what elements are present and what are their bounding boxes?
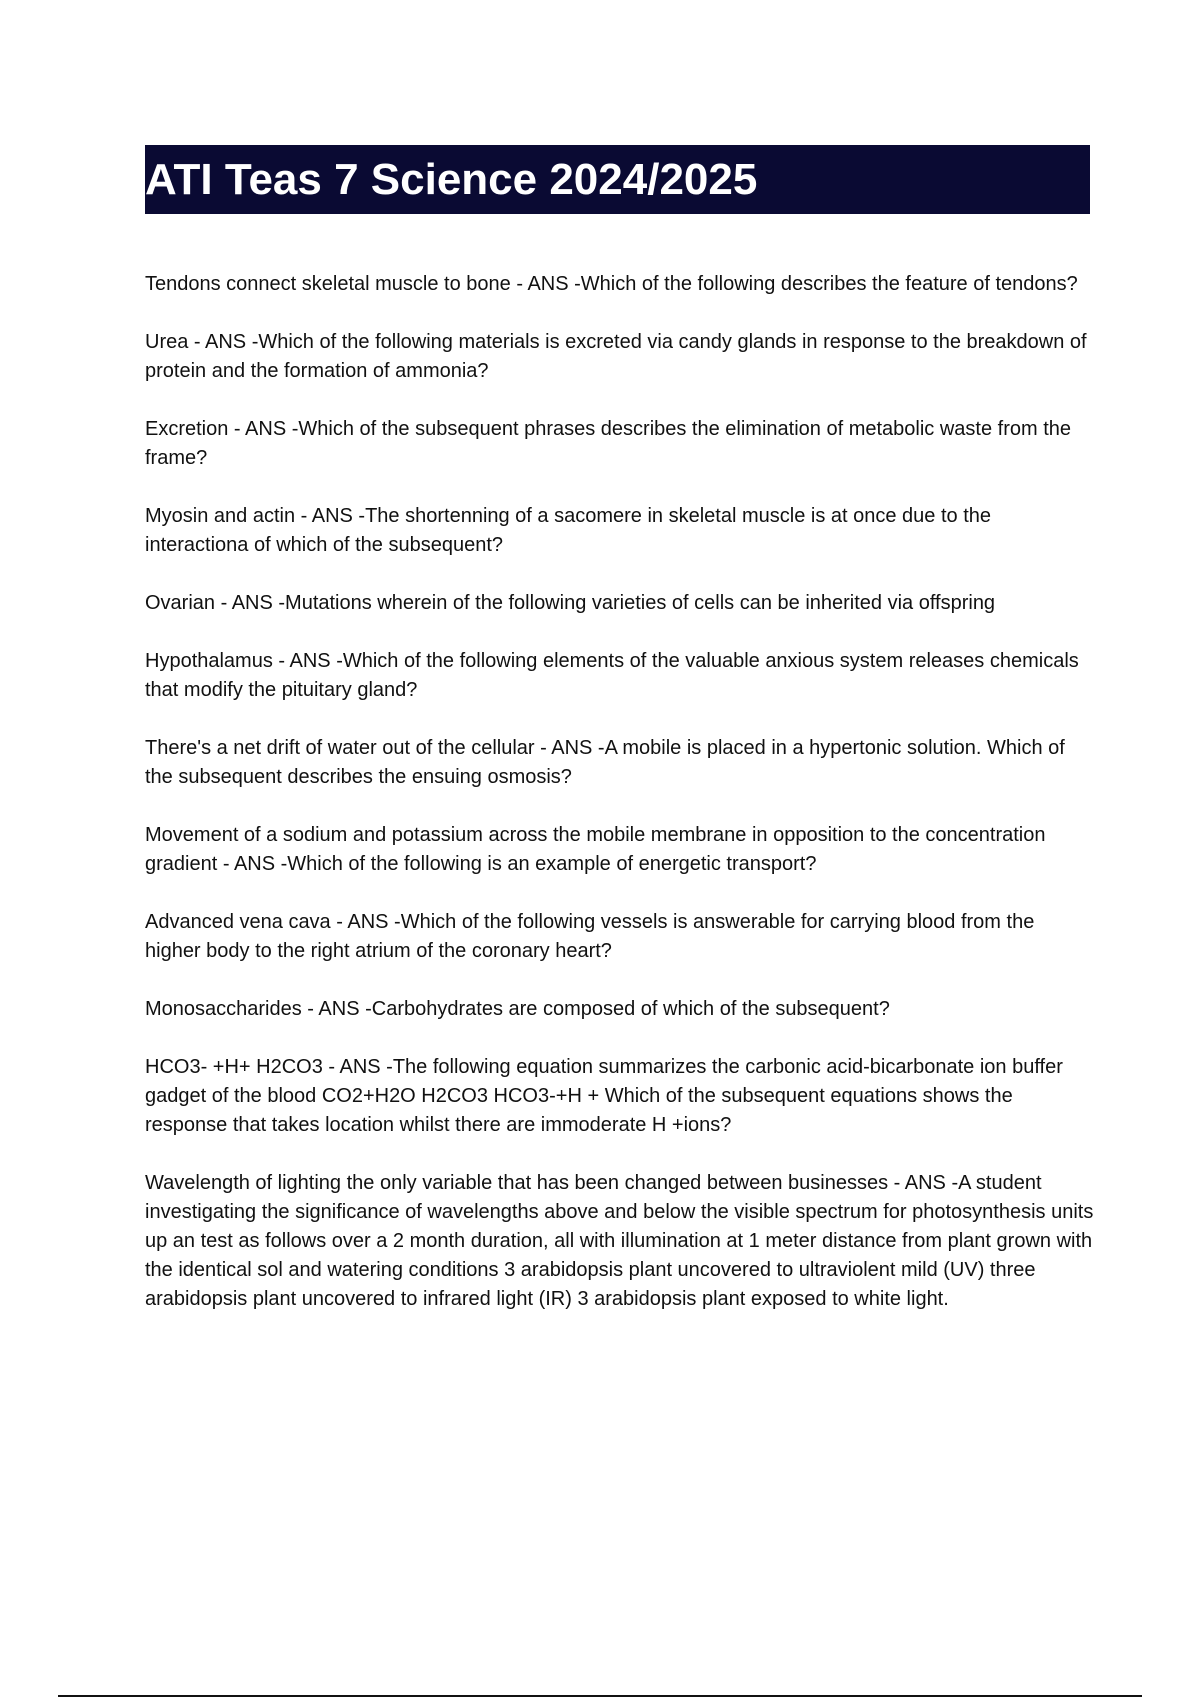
qa-entry: There's a net drift of water out of the cellular - ANS -A mobile is placed in a hypertonic solution. Which of the subsequent describes the ensuing osmosis? [145, 737, 1065, 788]
qa-entry: Wavelength of lighting the only variable that has been changed between businesses - ANS -A student investigating the significance of wavelengths above and below the visible spectrum for photosynthesis units up an test as follows over a 2 month duration, all with illumination at 1 meter distance from plant grown with the identical sol and watering conditions 3 arabidopsis plant uncovered to ultraviolent mild (UV) three arabidopsis plant uncovered to infrared light (IR) 3 arabidopsis plant exposed to white light. [145, 1172, 1094, 1310]
qa-entry: Myosin and actin - ANS -The shortenning of a sacomere in skeletal muscle is at once due to the interactiona of which of the subsequent? [145, 505, 991, 556]
qa-entry: Ovarian - ANS -Mutations wherein of the following varieties of cells can be inherited via offspring [145, 592, 996, 614]
qa-entry: Advanced vena cava - ANS -Which of the following vessels is answerable for carrying blood from the higher body to the right atrium of the coronary heart? [145, 911, 1035, 962]
title-banner [145, 145, 1090, 214]
qa-entry: Tendons connect skeletal muscle to bone - ANS -Which of the following describes the feature of tendons? [145, 273, 1078, 295]
qa-list [145, 270, 1095, 1343]
footer-divider [58, 1695, 1142, 1697]
qa-entry: Movement of a sodium and potassium across the mobile membrane in opposition to the concentration gradient - ANS -Which of the following is an example of energetic transport? [145, 824, 1046, 875]
qa-entry: Monosaccharides - ANS -Carbohydrates are composed of which of the subsequent? [145, 998, 890, 1020]
qa-entry: HCO3- +H+ H2CO3 - ANS -The following equation summarizes the carbonic acid-bicarbonate ion buffer gadget of the blood CO2+H2O H2CO3 HCO3-+H + Which of the subsequent equations shows the response that takes location whilst there are immoderate H +ions? [145, 1056, 1063, 1136]
qa-entry: Urea - ANS -Which of the following materials is excreted via candy glands in response to the breakdown of protein and the formation of ammonia? [145, 331, 1087, 382]
document-title: ATI Teas 7 Science 2024/2025 [145, 154, 758, 204]
qa-entry: Hypothalamus - ANS -Which of the following elements of the valuable anxious system releases chemicals that modify the pituitary gland? [145, 650, 1079, 701]
qa-entry: Excretion - ANS -Which of the subsequent phrases describes the elimination of metabolic waste from the frame? [145, 418, 1072, 469]
